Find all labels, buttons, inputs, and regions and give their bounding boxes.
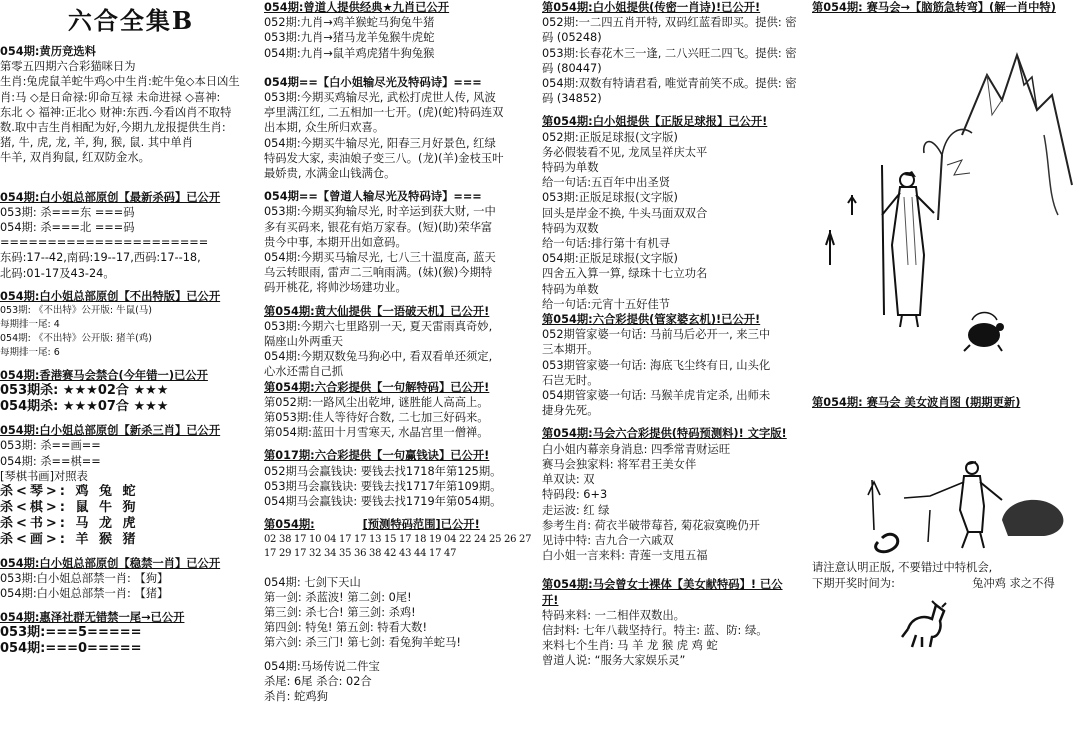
forecast-line: 走运波: 红 绿: [542, 503, 610, 517]
column-4: [812, 0, 1080, 729]
no-special-line: 每期排一尾: 6: [0, 347, 60, 359]
zeng-poem-line: 053期:今期买狗输尽光, 时辛运到获大财, 一中: [264, 205, 496, 219]
beauty-line: 曾道人说: “服务大家娱乐灵”: [542, 654, 686, 668]
win-tip-line: 053期马会赢钱诀: 要钱去找1717年第109期。: [264, 479, 502, 493]
football-line: 053期:正版足球报(文字版): [542, 191, 678, 205]
section-head-hk-jockey: 054期:香港赛马会禁合(今年错一)已公开: [0, 369, 208, 383]
column-3: [542, 0, 804, 729]
section-head-two-treasures: 054期:马场传说二件宝: [264, 659, 380, 673]
section-head-white-poem: 054期==【白小姐输尽光及特码诗】===: [264, 75, 482, 89]
win-tip-line: 054期马会赢钱诀: 要钱去找1719年第054期。: [264, 495, 502, 509]
one-phrase-line: 心水还需自己抓: [264, 365, 344, 379]
notice-line: 请注意认明正版, 不要错过中特机会,: [812, 561, 993, 575]
football-line: 务必假装看不见, 龙凤呈祥庆太平: [542, 145, 708, 159]
sword-line: 第六剑: 杀三门! 第七剑: 看兔狗羊蛇马!: [264, 636, 461, 650]
zeng-poem-line: 054期:今期买马输尽光, 七八三十温度高, 蓝天: [264, 251, 496, 265]
section-head-forecast: 第054期:马会六合彩提供(特码预测料)! 文字版!: [542, 427, 787, 441]
secret-poem-line: 码 (80447): [542, 61, 602, 75]
sword-line: 第三剑: 杀七合! 第三剑: 杀鸡!: [264, 605, 416, 619]
section-head-one-phrase: 第054期:黄大仙提供【一语破天机】已公开!: [264, 304, 490, 318]
ban-tail-line: 053期:===5=====: [0, 624, 142, 640]
kill-three-line: 054期: 杀==棋==: [0, 454, 101, 468]
kill-code-line: 053期: 杀===东 ===码: [0, 205, 135, 219]
nine-zodiac-line: 053期:九肖→猪马龙羊兔猴牛虎蛇: [264, 31, 435, 45]
no-special-line: 每期排一尾: 4: [0, 319, 60, 331]
white-poem-line: 最娇贵, 水满金山钱满仓。: [264, 167, 396, 181]
ban-one-line: 053期:白小姐总部禁一肖: 【狗】: [0, 572, 169, 586]
section-head-beauty: 第054期:马会曾女士裸体【美女献特码】! 已公: [542, 578, 783, 592]
page-title: 六合全集B: [67, 6, 195, 35]
housekeeper-line: 石岂无时。: [542, 373, 599, 387]
housekeeper-line: 053期管家婆一句话: 海底飞尘终有日, 山头化: [542, 358, 771, 372]
almanac-line: 肖:马 ◇是日命禄:卯命互禄 未命进禄 ◇喜神:: [0, 90, 221, 104]
football-line: 特码为双数: [542, 221, 599, 235]
almanac-line: 第零五四期六合彩猫咪日为: [0, 60, 136, 74]
treasure-line: 杀尾: 6尾 杀合: 02合: [264, 674, 372, 688]
football-line: 回头是岸金不换, 牛头马面双双合: [542, 206, 708, 220]
football-line: 四舍五入算一算, 绿珠十七立功名: [542, 267, 708, 281]
horse-icon: [812, 591, 1080, 651]
direction-codes: 北码:01-17及43-24。: [0, 266, 115, 280]
section-head-ban-one: 054期:白小姐总部原创【稳禁一肖】已公开: [0, 557, 221, 571]
section-head-beauty-cont: 开!: [542, 593, 559, 607]
sword-line: 第一剑: 杀蓝波! 第二剑: 0尾!: [264, 590, 412, 604]
range-title: [预测特码范围]已公开!: [362, 518, 480, 532]
zeng-poem-line: 乌云转眼雨, 雷声二三响雨满。(妹)(猴)今期特: [264, 266, 493, 280]
section-head-housekeeper: 第054期:六合彩提供(管家婆玄机)!已公开!: [542, 313, 761, 327]
housekeeper-line: 054期管家婆一句话: 马猴羊虎肯定杀, 出师未: [542, 389, 771, 403]
one-sentence-line: 第054期:蓝田十月雪寒天, 水晶宫里一僧禅。: [264, 426, 489, 440]
range-period: 第054期:: [264, 518, 315, 532]
secret-poem-line: 码 (34852): [542, 92, 602, 106]
almanac-line: 生肖:兔虎鼠羊蛇牛鸡◇中生肖:蛇牛兔◇本日凶生: [0, 75, 240, 89]
one-phrase-line: 053期:今期六七里路别一天, 夏天雷雨真奇妙,: [264, 319, 493, 333]
section-head-nine-zodiac: 054期:曾道人提供经典★九肖已公开: [264, 1, 450, 14]
hk-kill-line: 054期杀: ★★★07合 ★★★: [0, 399, 169, 415]
kill-three-line: 053期: 杀==画==: [0, 439, 101, 453]
forecast-line: 参考生肖: 荷衣半破带莓苔, 菊花寂寞晚仍开: [542, 518, 760, 532]
section-head-secret-poem: 第054期:白小姐提供(传密一肖诗)!已公开!: [542, 1, 761, 14]
direction-codes: 东码:17--42,南码:19--17,西码:17--18,: [0, 251, 201, 265]
section-head-football: 第054期:白小姐提供【正版足球报】已公开!: [542, 115, 768, 129]
forecast-line: 见诗中特: 吉九合一六戚双: [542, 533, 674, 547]
beauty-line: 来料七个生肖: 马 羊 龙 猴 虎 鸡 蛇: [542, 639, 718, 653]
white-poem-line: 亭里满江红, 二五相加一七开。(虎)(蛇)特码连双: [264, 106, 504, 120]
one-sentence-line: 第052期:一路风尘出乾坤, 谜胜能人高高上。: [264, 395, 489, 409]
zeng-poem-line: 多有买码来, 银花有焰万家春。(短)(助)荣华富: [264, 220, 493, 234]
hk-kill-line: 053期杀: ★★★02合 ★★★: [0, 383, 169, 399]
football-line: 052期:正版足球报(文字版): [542, 130, 678, 144]
white-poem-line: 054期:今期买牛输尽光, 阳春三月好景色, 红绿: [264, 136, 496, 150]
almanac-line: 牛羊, 双肖狗鼠, 红双防金水。: [0, 151, 150, 165]
housekeeper-line: 三本期开。: [542, 343, 599, 357]
nine-zodiac-line: 054期:九肖→鼠羊鸡虎猪牛狗兔猴: [264, 46, 435, 60]
lookup-row: 杀<画>: 羊 猴 猪: [0, 532, 139, 548]
forecast-line: 单双诀: 双: [542, 473, 595, 487]
football-line: 给一句话:元宵十五好佳节: [542, 297, 671, 311]
almanac-line: 东北 ◇ 福神:正北◇ 财神:东西.今看凶肖不取特: [0, 105, 232, 119]
beauty-line: 特码来料: 一二相伴双数出。: [542, 608, 685, 622]
secret-poem-line: 码 (05248): [542, 31, 602, 45]
almanac-line: 猪, 牛, 虎, 龙, 羊, 狗, 猴, 鼠. 其中单肖: [0, 136, 194, 150]
beauty-line: 信封料: 七年八载坚持行。特主: 蓝、防: 绿。: [542, 623, 768, 637]
section-head-almanac: 054期:黄历竞选料: [0, 45, 96, 58]
section-head-one-sentence: 第054期:六合彩提供【一句解特码】已公开!: [264, 380, 490, 394]
riddle-illustration: [812, 15, 1080, 395]
nine-zodiac-line: 052期:九肖→鸡羊猴蛇马狗兔牛猪: [264, 16, 435, 30]
white-poem-line: 特码发大家, 卖油娘子变三八。(龙)(羊)金枝玉叶: [264, 151, 504, 165]
column-2: [264, 0, 534, 729]
football-line: 给一句话:五百年中出圣贤: [542, 176, 671, 190]
secret-poem-line: 052期:一二四五肖开特, 双码红蓝看即买。提供: 密: [542, 16, 797, 30]
football-line: 特码为单数: [542, 282, 599, 296]
treasure-line: 杀肖: 蛇鸡狗: [264, 689, 328, 703]
next-draw-hint: 兔冲鸡 求之不得: [972, 576, 1055, 590]
lookup-row: 杀<棋>: 鼠 牛 狗: [0, 500, 139, 516]
football-line: 特码为单数: [542, 161, 599, 175]
ban-one-line: 054期:白小姐总部禁一肖: 【猪】: [0, 587, 169, 601]
kill-code-line: 054期: 杀===北 ===码: [0, 221, 135, 235]
section-head-ban-tail: 054期:惠泽社群无错禁一尾→已公开: [0, 610, 185, 624]
forecast-line: 白小姐一言来料: 青莲一支甩五福: [542, 549, 708, 563]
win-tip-line: 052期马会赢钱诀: 要钱去找1718年第125期。: [264, 464, 502, 478]
section-head-kill-code: 054期:白小姐总部原创【最新杀码】已公开: [0, 190, 221, 204]
section-head-kill-three: 054期:白小姐总部原创【新杀三肖】已公开: [0, 424, 221, 438]
next-draw-label: 下期开奖时间为:: [812, 576, 895, 590]
range-numbers: 02 38 17 10 04 17 17 13 15 17 18 19 04 22 24 25 26 27 17 29 17 32 34 35 36 38 42 43 44 17 47: [264, 533, 532, 559]
football-line: 054期:正版足球报(文字版): [542, 252, 678, 266]
forecast-line: 白小姐内幕亲身消息: 四季常青财运旺: [542, 442, 731, 456]
no-special-line: 053期: 《不出特》公开版: 牛鼠(马): [0, 305, 152, 317]
section-head-seven-swords: 054期: 七剑下天山: [264, 575, 361, 589]
section-head-riddle: 第054期: 赛马会→【脑筋急转弯】(解一肖中特): [812, 1, 1056, 14]
one-phrase-line: 隔座山外两重天: [264, 335, 344, 349]
housekeeper-line: 捷身先死。: [542, 404, 599, 418]
zeng-poem-line: 贵今中事, 本期开出如意码。: [264, 235, 407, 249]
one-sentence-line: 第053期:佳人等待好合数, 二七加三好码来。: [264, 411, 489, 425]
section-head-win-tip: 第017期:六合彩提供【一句赢钱诀】已公开!: [264, 449, 490, 463]
lookup-row: 杀<琴>: 鸡 兔 蛇: [0, 484, 139, 500]
white-poem-line: 053期:今期买鸡输尽光, 武松打虎世人传, 风波: [264, 91, 496, 105]
notice-line: [812, 576, 1080, 591]
housekeeper-line: 052期管家婆一句话: 马前马后必开一, 来三中: [542, 328, 771, 342]
lookup-table-title: [琴棋书画]对照表: [0, 469, 88, 483]
ban-tail-line: 054期:===0=====: [0, 640, 142, 656]
section-head-beauty-chart: 第054期: 赛马会 美女波肖图 (期期更新): [812, 396, 1021, 410]
section-head-range: [264, 517, 534, 532]
forecast-line: 特码段: 6+3: [542, 488, 608, 502]
white-poem-line: 出本期, 众生所归欢喜。: [264, 121, 385, 135]
almanac-line: 数.取中吉生肖相配为好,今期九龙报提供生肖:: [0, 121, 226, 135]
one-phrase-line: 054期:今期双数兔马狗必中, 看双看单还须定,: [264, 350, 493, 364]
sword-line: 第四剑: 特兔! 第五剑: 特看大数!: [264, 621, 428, 635]
football-line: 给一句话:排行第十有机寻: [542, 237, 671, 251]
beauty-chart-illustration: [812, 410, 1080, 560]
secret-poem-line: 054期:双数有特请君看, 唯觉青前笑不成。提供: 密: [542, 77, 797, 91]
section-head-no-special: 054期:白小姐总部原创【不出特版】已公开: [0, 289, 221, 303]
section-head-zeng-poem: 054期==【曾道人输尽光及特码诗】===: [264, 190, 482, 204]
forecast-line: 赛马会独家料: 将军君王美女伴: [542, 457, 697, 471]
zeng-poem-line: 码开桃花, 将帅沙场建功业。: [264, 281, 407, 295]
no-special-line: 054期: 《不出特》公开版: 猪羊(鸡): [0, 333, 152, 345]
secret-poem-line: 053期:长春花木三一逢, 二八兴旺二四飞。提供: 密: [542, 46, 797, 60]
column-1: [0, 0, 262, 729]
divider-line: ======================: [0, 236, 209, 250]
lookup-row: 杀<书>: 马 龙 虎: [0, 516, 139, 532]
